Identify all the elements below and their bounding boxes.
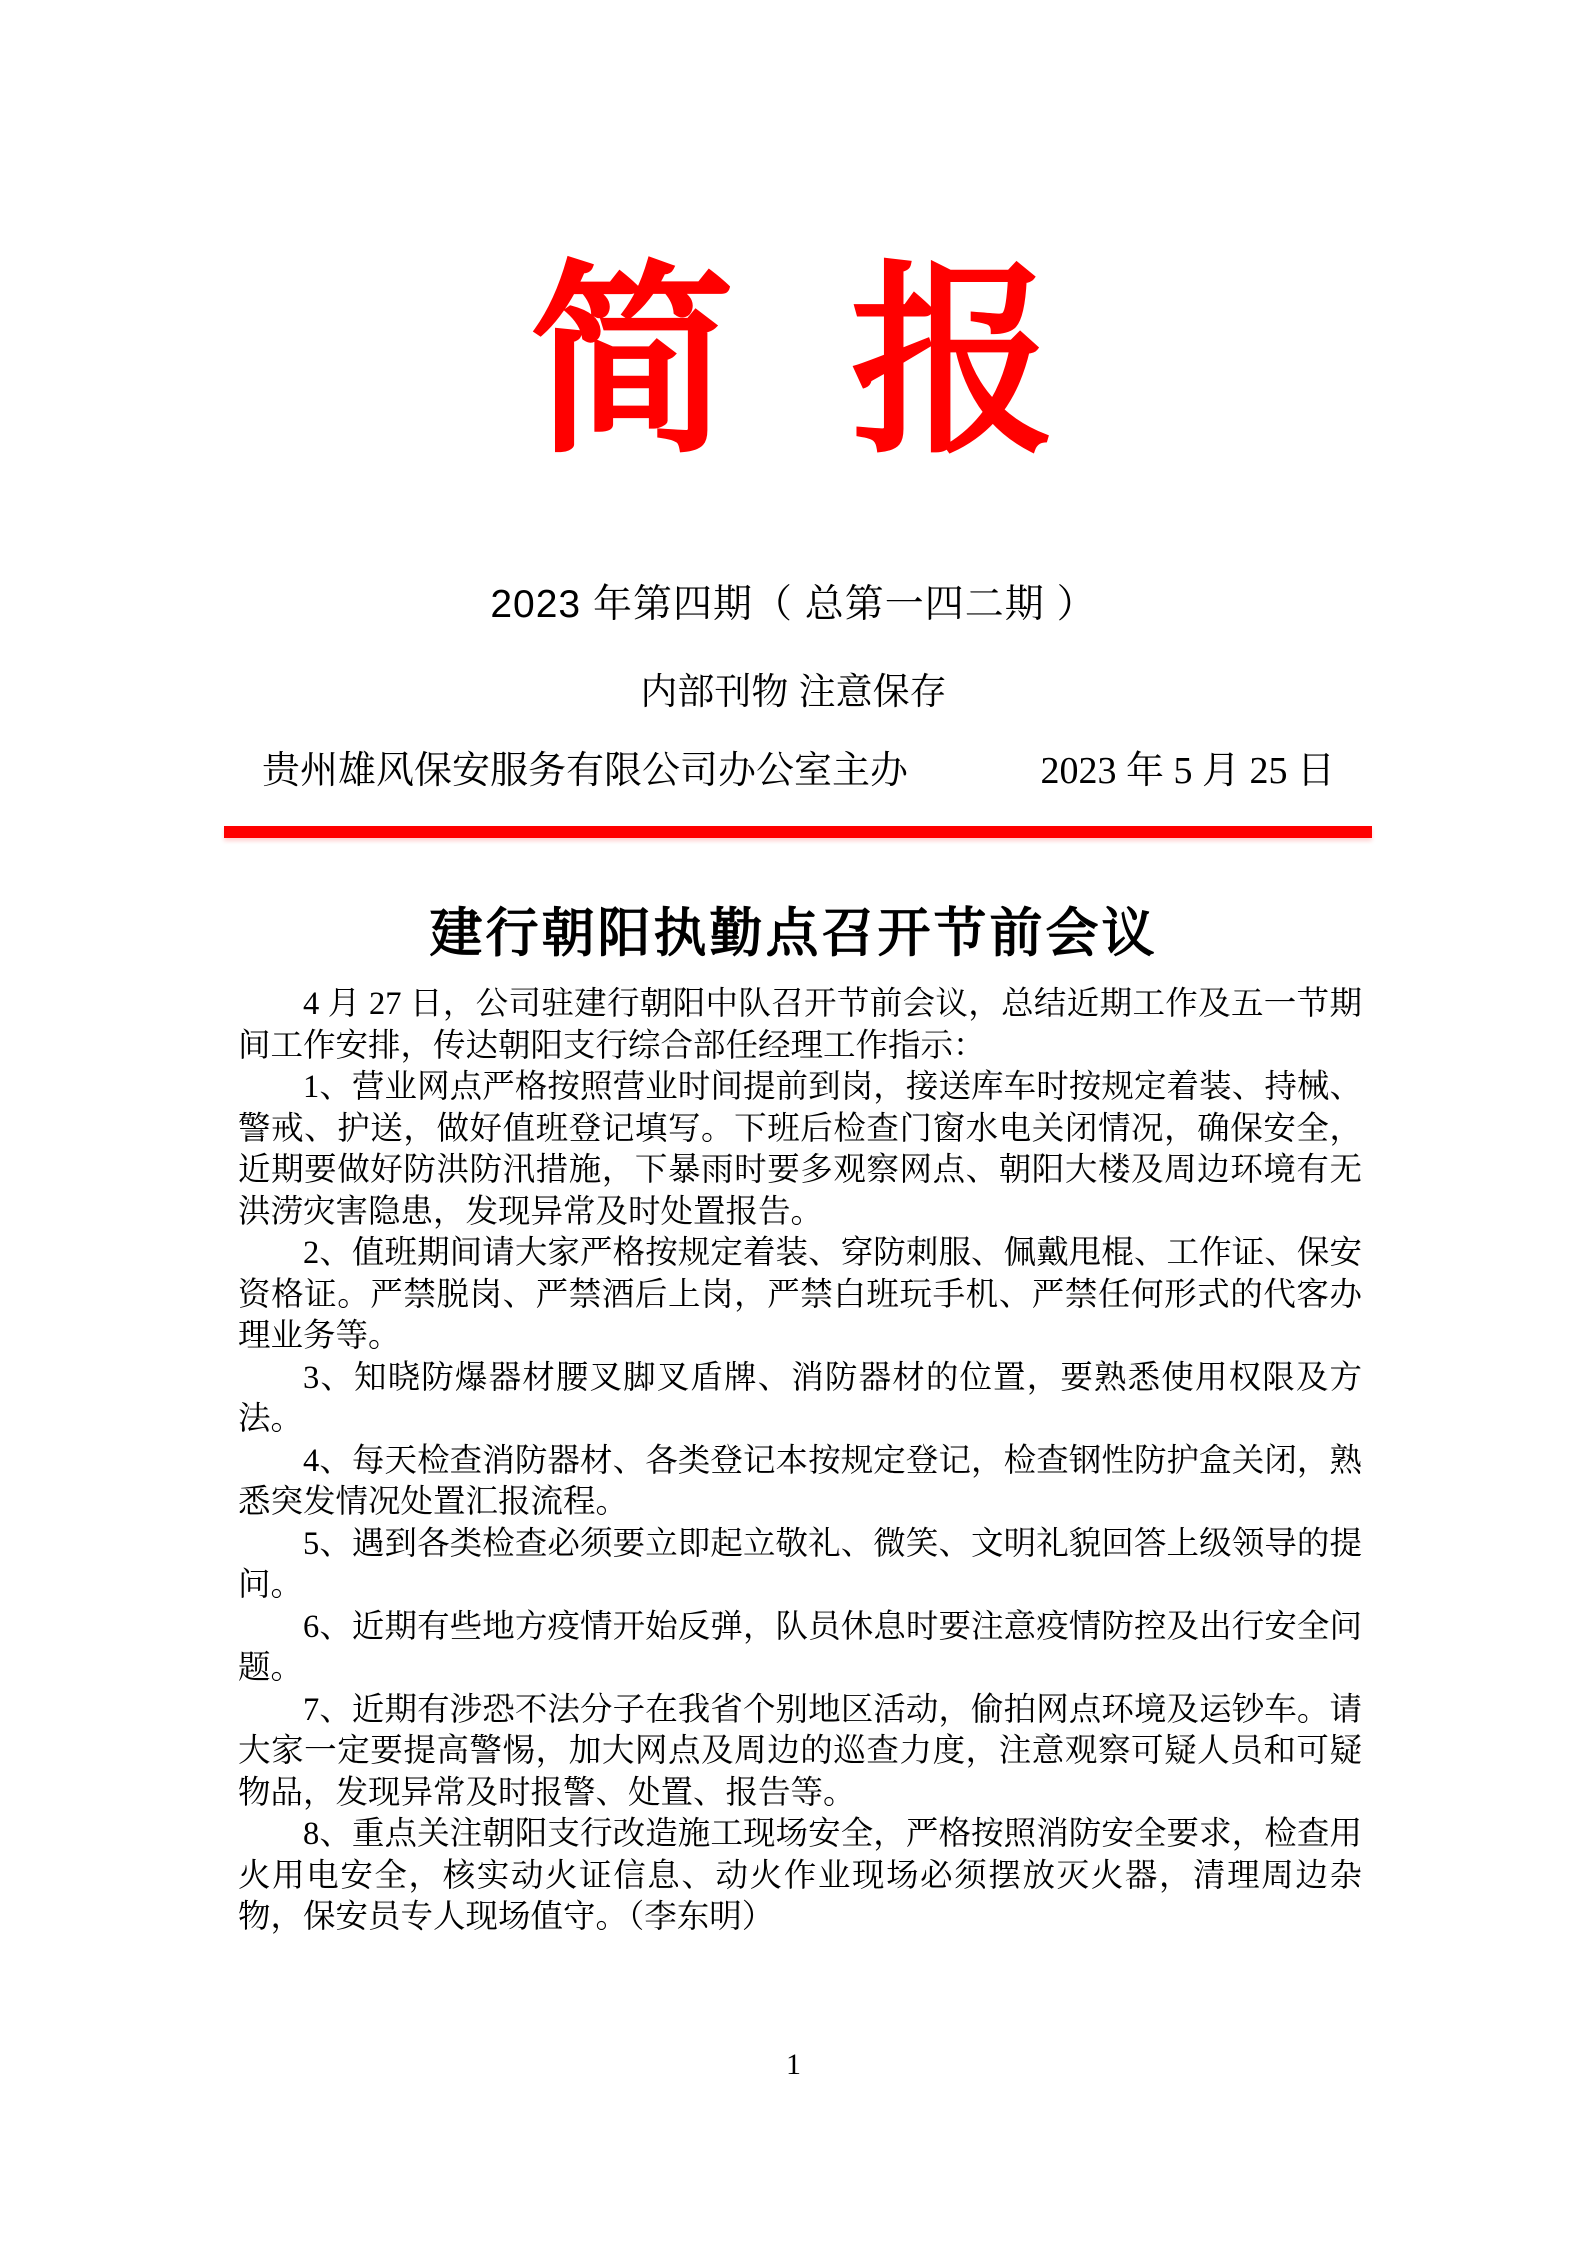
body-paragraph: 6、近期有些地方疫情开始反弹，队员休息时要注意疫情防控及出行安全问题。: [238, 1608, 1362, 1686]
internal-publication-note: 内部刊物 注意保存: [640, 671, 947, 712]
article-title: 建行朝阳执勤点召开节前会议: [429, 905, 1158, 963]
body-paragraph: 1、营业网点严格按照营业时间提前到岗，接送库车时按规定着装、持械、警戒、护送，做好值班登记填写。下班后检查门窗水电关闭情况，确保安全，近期要做好防洪防汛措施，下暴雨时要多观察网点、朝阳大楼及周边环境有无洪涝灾害隐患，发现异常及时处置报告。: [238, 1069, 1362, 1230]
body-paragraph: 5、遇到各类检查必须要立即起立敬礼、微笑、文明礼貌回答上级领导的提问。: [238, 1525, 1362, 1603]
body-paragraph: 3、知晓防爆器材腰叉脚叉盾牌、消防器材的位置，要熟悉使用权限及方法。: [238, 1359, 1362, 1437]
publisher-date-line: [262, 748, 1335, 794]
masthead-divider-rule: [224, 826, 1372, 838]
body-paragraph: 4、每天检查消防器材、各类登记本按规定登记，检查钢性防护盒关闭，熟悉突发情况处置汇报流程。: [238, 1442, 1362, 1520]
publisher-name: 贵州雄风保安服务有限公司办公室主办: [262, 750, 909, 792]
body-paragraph: 8、重点关注朝阳支行改造施工现场安全，严格按照消防安全要求，检查用火用电安全，核实动火证信息、动火作业现场必须摆放灭火器，清理周边杂物，保安员专人现场值守。（李东明）: [238, 1816, 1362, 1935]
body-paragraph: 4 月 27 日，公司驻建行朝阳中队召开节前会议，总结近期工作及五一节期间工作安排，传达朝阳支行综合部任经理工作指示：: [238, 986, 1362, 1064]
body-paragraph: 2、值班期间请大家严格按规定着装、穿防刺服、佩戴甩棍、工作证、保安资格证。严禁脱岗、严禁酒后上岗，严禁白班玩手机、严禁任何形式的代客办理业务等。: [238, 1235, 1362, 1354]
issue-number-line: 2023 年第四期（ 总第一四二期 ）: [490, 583, 1097, 626]
page-number: 1: [786, 2048, 801, 2081]
article-body: [238, 984, 1362, 1939]
masthead-title: 简 报: [529, 248, 1058, 477]
publication-date: 2023 年 5 月 25 日: [1040, 750, 1335, 792]
body-paragraph: 7、近期有涉恐不法分子在我省个别地区活动，偷拍网点环境及运钞车。请大家一定要提高警惕，加大网点及周边的巡查力度，注意观察可疑人员和可疑物品，发现异常及时报警、处置、报告等。: [238, 1691, 1362, 1811]
